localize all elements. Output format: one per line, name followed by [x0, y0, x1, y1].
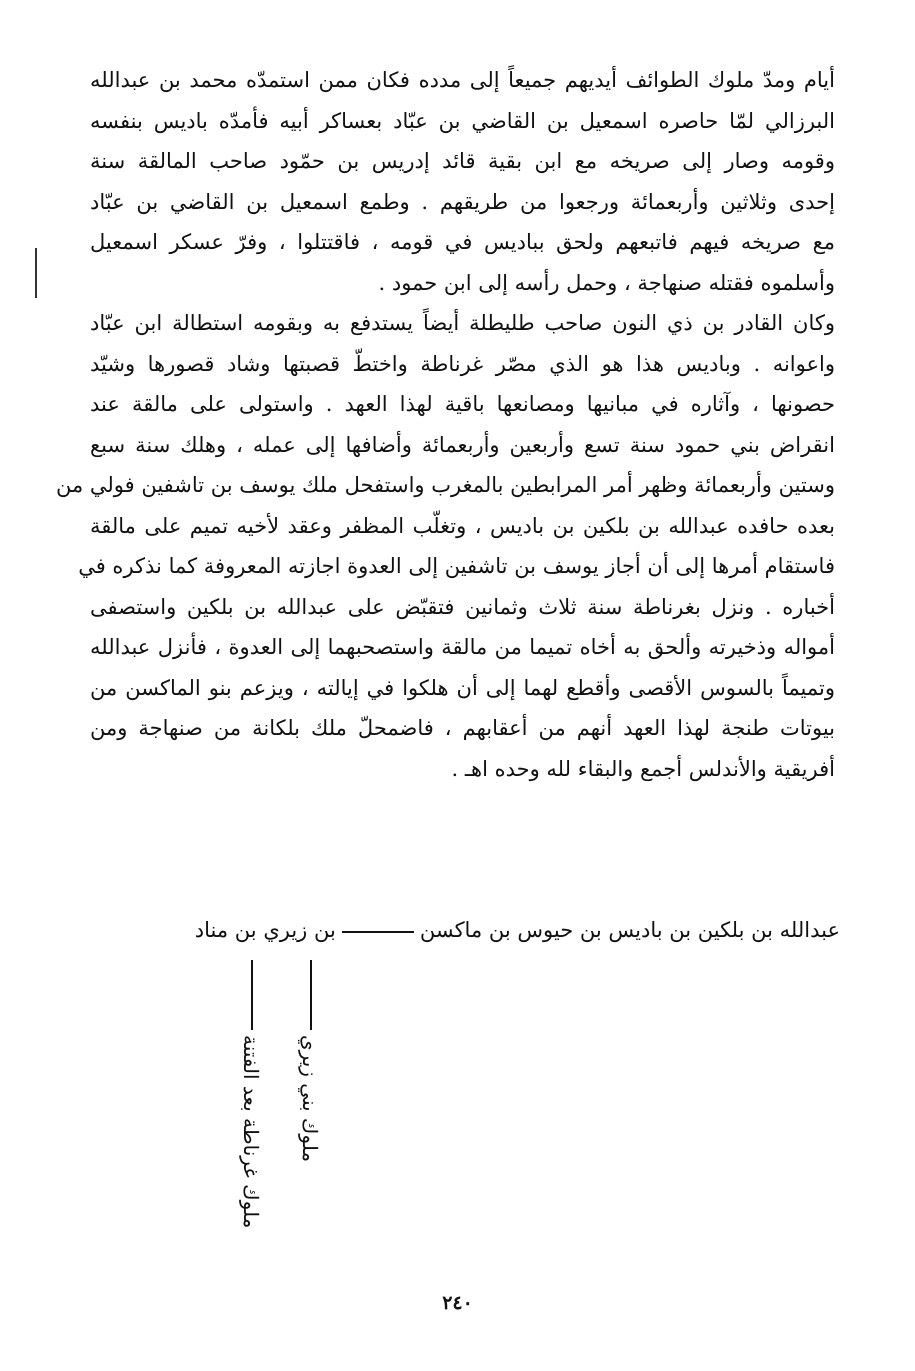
lineage-main: عبدالله بن بلكين بن باديس بن حيوس بن ماكسن [419, 918, 840, 942]
text-line: حصونها ، وآثاره في مبانيها ومصانعها باقية لهذا العهد . واستولى على مالقة عند [90, 392, 835, 416]
branch-label-granada: ملوك غرناطة بعد الفتنة [239, 1035, 263, 1229]
genealogy-diagram [60, 918, 840, 1238]
branch-label-ziri: ملوك بني زيري [298, 1035, 322, 1163]
text-line: وتميماً بالسوس الأقصى وأقطع لهما إلى أن هلكوا في إيالته ، ويزعم بنو الماكسن من [90, 675, 835, 700]
lineage-root: بن زيري بن مناد [194, 918, 336, 942]
text-line: وقومه وصار إلى صريخه مع ابن بقية قائد إدريس بن حمّود صاحب المالقة سنة [90, 149, 835, 173]
text-line: بيوتات طنجة لهذا العهد أنهم من أعقابهم ، فاضمحلّ ملك بلكانة من صنهاجة ومن [90, 716, 835, 740]
text-line: واعوانه . وباديس هذا هو الذي مصّر غرناطة واختطّ قصبتها وشاد قصورها وشيّد [90, 351, 835, 376]
margin-bracket-mark [35, 248, 37, 298]
text-line: بعده حافده عبدالله بن بلكين بن باديس ، وتغلّب المظفر وعقد لأخيه تميم على مالقة [90, 513, 835, 538]
lineage-connector [342, 931, 414, 933]
text-line: إحدى وثلاثين وأربعمائة ورجعوا من طريقهم . وطمع اسمعيل بن القاضي بن عبّاد [90, 189, 835, 214]
text-line: فاستقام أمرها إلى أن أجاز يوسف بن تاشفين إلى العدوة اجازته المعروفة كما نذكره في [78, 554, 835, 578]
paragraph-1 [90, 60, 835, 303]
text-line: وأسلموه فقتله صنهاجة ، وحمل رأسه إلى ابن حمود . [378, 270, 835, 295]
text-line: وكان القادر بن ذي النون صاحب طليطلة أيضاً يستدفع به وبقومه استطالة ابن عبّاد [90, 311, 835, 335]
lineage-line [195, 918, 840, 942]
text-line: أفريقية والأندلس أجمع والبقاء لله وحده اهـ . [451, 756, 835, 781]
text-line: وستين وأربعمائة وظهر أمر المرابطين بالمغرب واستفحل ملك يوسف بن تاشفين فولي من [55, 473, 835, 497]
branch-line [310, 960, 312, 1030]
paragraph-2 [55, 303, 835, 789]
text-line: أمواله وذخيرته وألحق به أخاه تميما من مالقة واستصحبهما إلى العدوة ، فأنزل عبدالله [90, 635, 835, 659]
main-text [55, 60, 835, 789]
page-number: ٢٤٠ [442, 1292, 473, 1314]
text-line: البرزالي لمّا حاصره اسمعيل بن القاضي بن عبّاد بعساكر أبيه فأمدّه باديس بنفسه [90, 108, 835, 133]
text-line: أخباره . ونزل بغرناطة سنة ثلاث وثمانين فتقبّض على عبدالله بن بلكين واستصفى [90, 594, 835, 619]
text-line: مع صريخه فيهم فاتبعهم ولحق بباديس في قومه ، فاقتتلوا ، وفرّ عسكر اسمعيل [90, 230, 835, 254]
text-line: انقراض بني حمود سنة تسع وأربعين وأربعمائة وأضافها إلى عمله ، وهلك سنة سبع [90, 432, 835, 457]
branch-line [251, 960, 253, 1030]
text-line: أيام ومدّ ملوك الطوائف أيديهم جميعاً إلى مدده فكان ممن استمدّه محمد بن عبدالله [90, 68, 835, 92]
